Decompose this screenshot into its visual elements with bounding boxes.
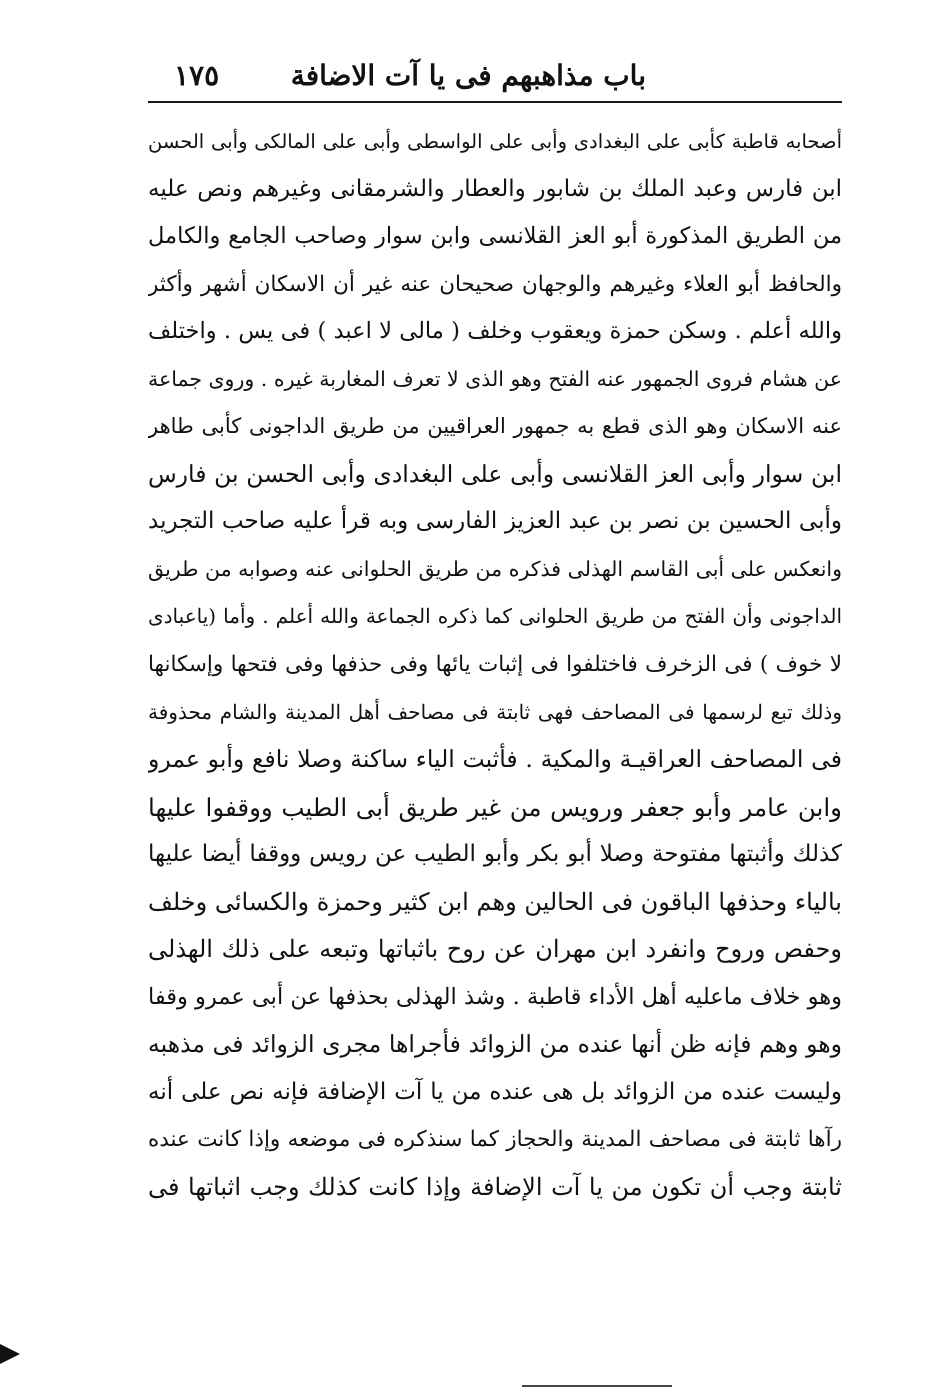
text-line: الداجونى وأن الفتح من طريق الحلوانى كما ذكره الجماعة والله أعلم . وأما (ياعبادى xyxy=(148,604,842,629)
text-line: ابن فارس وعبد الملك بن شابور والعطار والشرمقانى وغيرهم ونص عليه xyxy=(148,175,842,202)
page-number: ١٧٥ xyxy=(174,59,220,92)
text-line: من الطريق المذكورة أبو العز القلانسى وابن سوار وصاحب الجامع والكامل xyxy=(148,223,842,250)
text-line: وذلك تبع لرسمها فى المصاحف فهى ثابتة فى مصاحف أهل المدينة والشام محذوفة xyxy=(148,699,842,724)
bottom-edge-rule xyxy=(522,1385,672,1387)
header-rule xyxy=(148,101,842,103)
text-line: وهو وهم فإنه ظن أنها عنده من الزوائد فأجراها مجرى الزوائد فى مذهبه xyxy=(148,1030,842,1059)
page-edge-mark xyxy=(0,1344,20,1364)
text-line: وليست عنده من الزوائد بل هى عنده من يا آت الإضافة فإنه نص على أنه xyxy=(148,1078,842,1105)
text-line: وهو خلاف ماعليه أهل الأداء قاطبة . وشذ الهذلى بحذفها عن أبى عمرو وقفا xyxy=(148,983,842,1010)
text-line: وحفص وروح وانفرد ابن مهران عن روح باثباتها وتبعه على ذلك الهذلى xyxy=(148,935,842,964)
text-line: رآها ثابتة فى مصاحف المدينة والحجاز كما سنذكره فى موضعه وإذا كانت عنده xyxy=(148,1127,842,1153)
text-line: ثابتة وجب أن تكون من يا آت الإضافة وإذا كانت كذلك وجب اثباتها فى xyxy=(148,1173,842,1202)
page-header xyxy=(148,52,842,104)
body-text xyxy=(148,118,842,1212)
text-line: والحافظ أبو العلاء وغيرهم والوجهان صحيحان عنه غير أن الاسكان أشهر وأكثر xyxy=(148,271,842,297)
text-line: وابن عامر وأبو جعفر ورويس من غير طريق أبى الطيب ووقفوا عليها xyxy=(148,792,842,822)
text-line: لا خوف ) فى الزخرف فاختلفوا فى إثبات يائها وفى حذفها وفى فتحها وإسكانها xyxy=(148,652,842,678)
running-title: باب مذاهبهم فى يا آت الاضافة xyxy=(290,59,646,92)
text-line: فى المصاحف العراقيـة والمكية . فأثبت الياء ساكنة وصلا نافع وأبو عمرو xyxy=(148,745,842,774)
text-line: ابن سوار وأبى العز القلانسى وأبى على البغدادى وأبى الحسن بن فارس xyxy=(148,459,842,488)
text-line: وأبى الحسين بن نصر بن عبد العزيز الفارسى وبه قرأ عليه صاحب التجريد xyxy=(148,508,842,535)
text-line: بالياء وحذفها الباقون فى الحالين وهم ابن كثير وحمزة والكسائى وخلف xyxy=(148,887,842,916)
text-line: عن هشام فروى الجمهور عنه الفتح وهو الذى لا تعرف المغاربة غيره . وروى جماعة xyxy=(148,366,842,391)
text-line: عنه الاسكان وهو الذى قطع به جمهور العراقيين من طريق الداجونى كأبى طاهر xyxy=(148,414,842,439)
text-line: وانعكس على أبى القاسم الهذلى فذكره من طريق الحلوانى عنه وصوابه من طريق xyxy=(148,556,842,581)
text-line: كذلك وأثبتها مفتوحة وصلا أبو بكر وأبو الطيب عن رويس ووقفا أيضا عليها xyxy=(148,841,842,868)
text-line: أصحابه قاطبة كأبى على البغدادى وأبى على الواسطى وأبى على المالكى وأبى الحسن xyxy=(148,130,842,153)
text-line: والله أعلم . وسكن حمزة ويعقوب وخلف ( مالى لا اعبد ) فى يس . واختلف xyxy=(148,318,842,345)
